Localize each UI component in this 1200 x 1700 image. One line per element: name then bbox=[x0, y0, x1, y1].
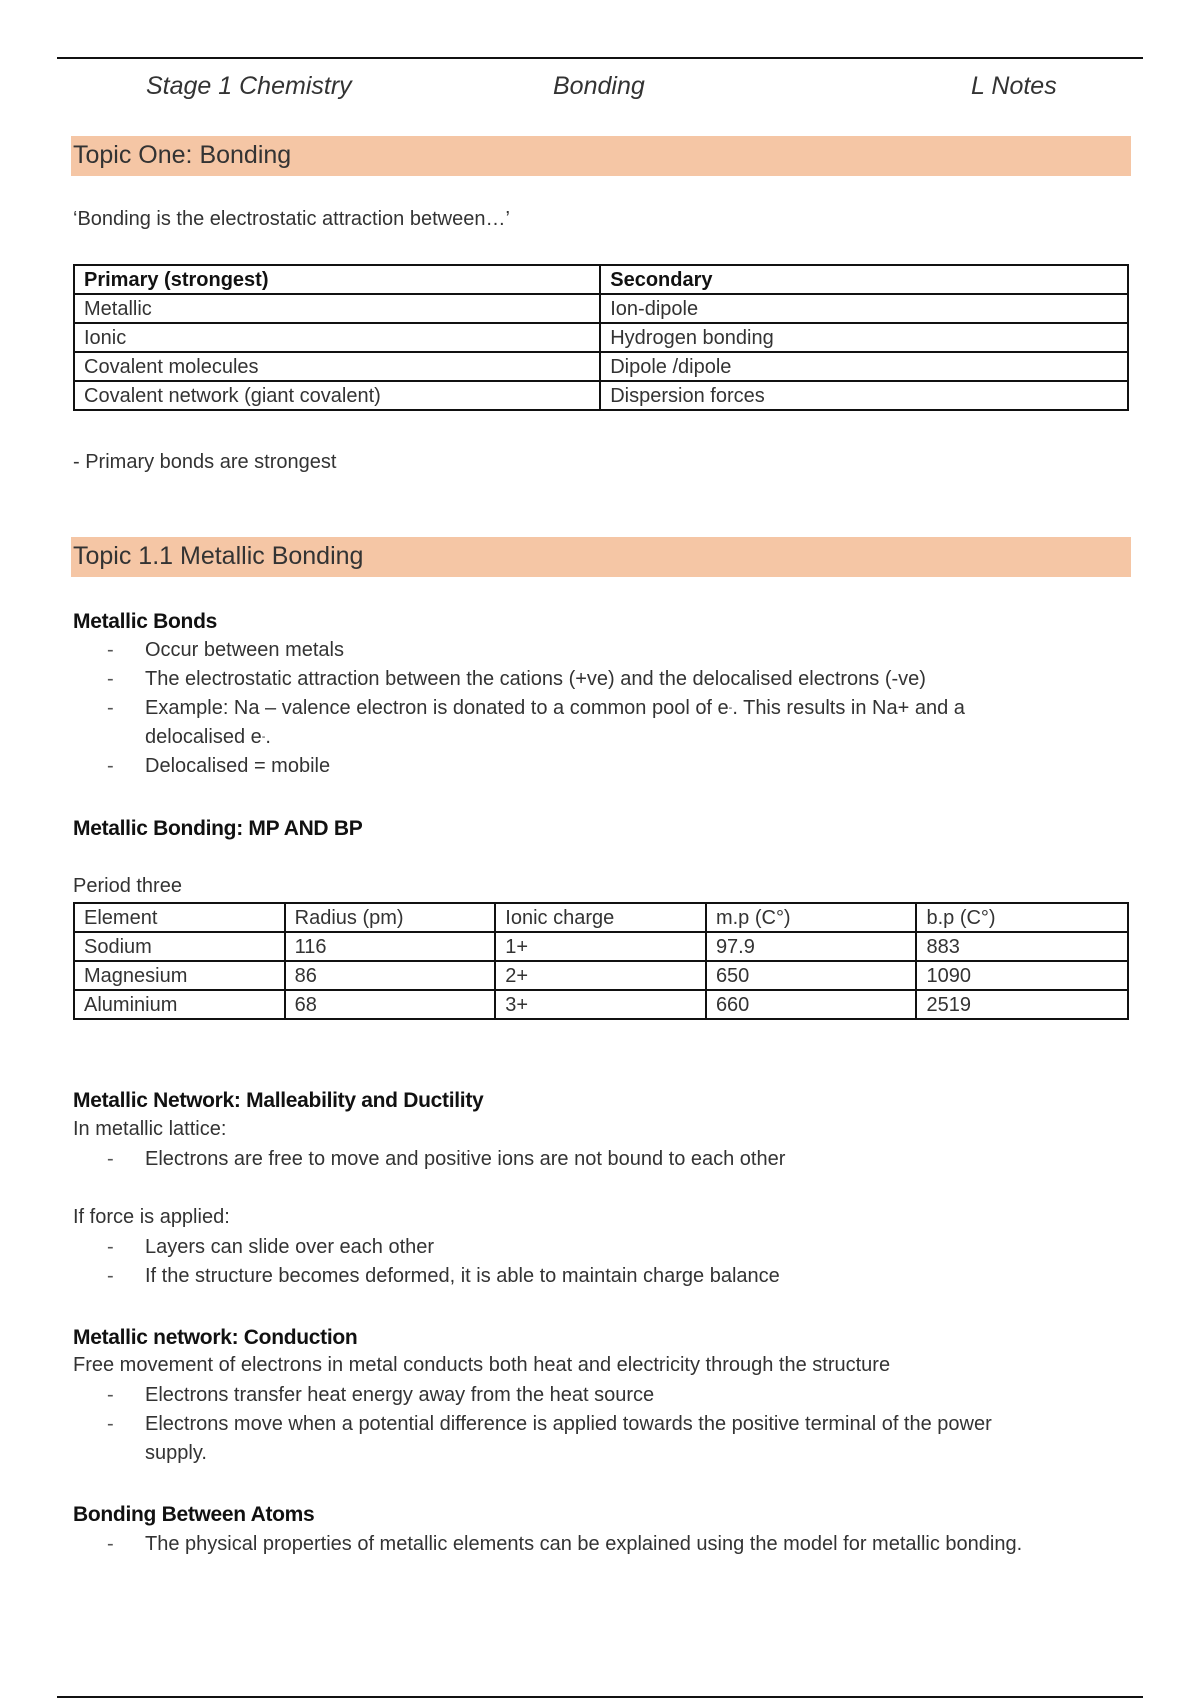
table-cell: Sodium bbox=[74, 932, 285, 961]
table-header-cell: Secondary bbox=[600, 265, 1128, 294]
table-header-row bbox=[74, 265, 1128, 294]
period-three-table bbox=[73, 902, 1129, 1020]
conduction-list bbox=[105, 1381, 1105, 1468]
mp-bp-heading: Metallic Bonding: MP AND BP bbox=[73, 817, 363, 840]
table-cell: 2519 bbox=[916, 990, 1128, 1019]
table-cell: 650 bbox=[706, 961, 917, 990]
table-cell: Metallic bbox=[74, 294, 600, 323]
header-notes: L Notes bbox=[971, 72, 1057, 100]
dash-bullet-icon: - bbox=[107, 1236, 114, 1258]
table-header-cell: b.p (C°) bbox=[916, 903, 1128, 932]
table-header-row bbox=[74, 903, 1128, 932]
metallic-bonds-heading: Metallic Bonds bbox=[73, 610, 217, 633]
table-cell: Covalent molecules bbox=[74, 352, 600, 381]
table-cell: Dipole /dipole bbox=[600, 352, 1128, 381]
list-item: - Occur between metals bbox=[105, 636, 1105, 665]
force-list bbox=[105, 1233, 1105, 1291]
table-cell: 86 bbox=[285, 961, 496, 990]
list-item: - Layers can slide over each other bbox=[105, 1233, 1105, 1262]
table-cell: Magnesium bbox=[74, 961, 285, 990]
bonding-between-atoms-heading: Bonding Between Atoms bbox=[73, 1503, 315, 1526]
metallic-lattice-intro: In metallic lattice: bbox=[73, 1118, 227, 1140]
table-row bbox=[74, 932, 1128, 961]
list-item: - The physical properties of metallic elements can be explained using the model for metallic bonding. bbox=[105, 1530, 1165, 1559]
table-row bbox=[74, 961, 1128, 990]
table-cell: 1+ bbox=[495, 932, 706, 961]
dash-bullet-icon: - bbox=[107, 697, 114, 719]
table-cell: Ionic bbox=[74, 323, 600, 352]
list-item: - If the structure becomes deformed, it is able to maintain charge balance bbox=[105, 1262, 1105, 1291]
table-cell: Hydrogen bonding bbox=[600, 323, 1128, 352]
conduction-intro: Free movement of electrons in metal conducts both heat and electricity through the structure bbox=[73, 1354, 891, 1376]
table-header-cell: Radius (pm) bbox=[285, 903, 496, 932]
table-cell: Covalent network (giant covalent) bbox=[74, 381, 600, 410]
footer-rule bbox=[57, 1696, 1143, 1698]
header-course: Stage 1 Chemistry bbox=[146, 72, 352, 100]
table-row bbox=[74, 294, 1128, 323]
table-row bbox=[74, 990, 1128, 1019]
dash-bullet-icon: - bbox=[107, 1533, 114, 1555]
table-cell: 1090 bbox=[916, 961, 1128, 990]
list-item: - Electrons are free to move and positive ions are not bound to each other bbox=[105, 1145, 1105, 1174]
dash-bullet-icon: - bbox=[107, 1413, 114, 1435]
topic-one-heading: Topic One: Bonding bbox=[71, 136, 1131, 176]
table-cell: Dispersion forces bbox=[600, 381, 1128, 410]
dash-bullet-icon: - bbox=[107, 755, 114, 777]
dash-bullet-icon: - bbox=[107, 1148, 114, 1170]
header-rule bbox=[57, 57, 1143, 59]
malleability-heading: Metallic Network: Malleability and Ductility bbox=[73, 1089, 484, 1112]
table-cell: Ion-dipole bbox=[600, 294, 1128, 323]
table-cell: 660 bbox=[706, 990, 917, 1019]
table-row bbox=[74, 352, 1128, 381]
dash-bullet-icon: - bbox=[107, 639, 114, 661]
table-cell: Aluminium bbox=[74, 990, 285, 1019]
period-three-caption: Period three bbox=[73, 875, 182, 897]
list-item: - Delocalised = mobile bbox=[105, 752, 1105, 781]
bonding-definition: ‘Bonding is the electrostatic attraction between…’ bbox=[73, 208, 510, 230]
table-cell: 3+ bbox=[495, 990, 706, 1019]
list-item: - The electrostatic attraction between the cations (+ve) and the delocalised electrons (-ve) bbox=[105, 665, 1105, 694]
table-header-cell: Ionic charge bbox=[495, 903, 706, 932]
lattice-list bbox=[105, 1145, 1105, 1174]
table-cell: 68 bbox=[285, 990, 496, 1019]
list-item: - Electrons transfer heat energy away from the heat source bbox=[105, 1381, 1105, 1410]
force-applied-intro: If force is applied: bbox=[73, 1206, 230, 1228]
table-cell: 97.9 bbox=[706, 932, 917, 961]
bond-types-table bbox=[73, 264, 1129, 411]
table-header-cell: Primary (strongest) bbox=[74, 265, 600, 294]
table-header-cell: m.p (C°) bbox=[706, 903, 917, 932]
list-item: - Example: Na – valence electron is donated to a common pool of e-. This results in Na+ and a delocalised e-. bbox=[105, 694, 1105, 752]
topic-metallic-heading: Topic 1.1 Metallic Bonding bbox=[71, 537, 1131, 577]
header-topic: Bonding bbox=[553, 72, 645, 100]
list-item: - Electrons move when a potential difference is applied towards the positive terminal of the power supply. bbox=[105, 1410, 1105, 1468]
dash-bullet-icon: - bbox=[107, 1384, 114, 1406]
dash-bullet-icon: - bbox=[107, 1265, 114, 1287]
table-cell: 883 bbox=[916, 932, 1128, 961]
table-row bbox=[74, 381, 1128, 410]
between-atoms-list bbox=[105, 1530, 1165, 1559]
conduction-heading: Metallic network: Conduction bbox=[73, 1326, 358, 1349]
table-header-cell: Element bbox=[74, 903, 285, 932]
metallic-bonds-list bbox=[105, 636, 1105, 781]
primary-bonds-note: - Primary bonds are strongest bbox=[73, 451, 337, 473]
dash-bullet-icon: - bbox=[107, 668, 114, 690]
table-cell: 116 bbox=[285, 932, 496, 961]
table-row bbox=[74, 323, 1128, 352]
table-cell: 2+ bbox=[495, 961, 706, 990]
